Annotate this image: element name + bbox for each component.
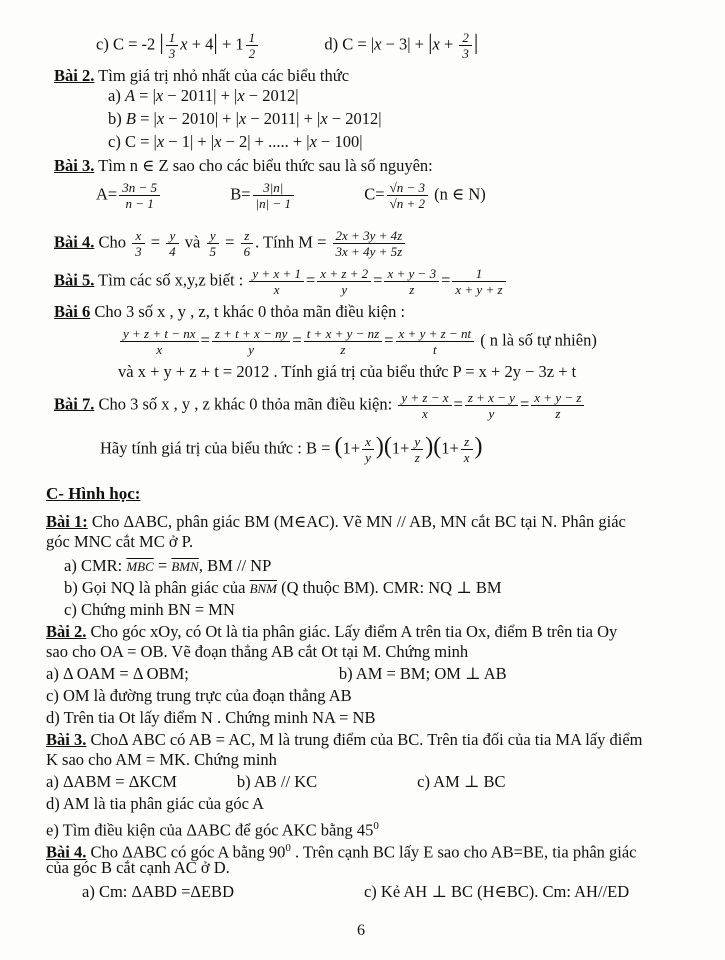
hh-bai1-a: a) CMR: $\overline{MBC} = \overline{BMN}$, BM // NP <box>64 556 272 575</box>
bai6-title: Bài 6 Cho 3 số x , y , z, t khác 0 thỏa mãn điều kiện : <box>54 302 406 321</box>
hh-bai1-l1: Bài 1: Cho ΔABC, phân giác BM (M∈AC). Vẽ MN // AB, MN cắt BC tại N. Phân giác <box>46 512 626 531</box>
hh-bai1-c: c) Chứng minh BN = MN <box>64 600 235 619</box>
bai2-b: b) B = |x − 2010| + |x − 2011| + |x − 2012| <box>108 109 382 128</box>
hh-bai4-ac: a) Cm: ΔABD =ΔEBD c) Kẻ AH ⊥ BC (H∈BC). Cm: AH//ED <box>82 882 630 901</box>
hh-bai2-ab: a) Δ OAM = Δ OBM; b) AM = BM; OM ⊥ AB <box>46 664 507 683</box>
bai2-c: c) C = |x − 1| + |x − 2| + ..... + |x − 100| <box>108 132 363 151</box>
bai6-req: và x + y + z + t = 2012 . Tính giá trị của biểu thức P = x + 2y − 3z + t <box>118 362 577 381</box>
page-number: 6 <box>357 922 365 939</box>
hh-bai3-l2: K sao cho AM = MK. Chứng minh <box>46 750 277 769</box>
hh-bai2-c: c) OM là đường trung trực của đoạn thẳng AB <box>46 686 352 705</box>
bai2-a: a) A = |x − 2011| + |x − 2012| <box>108 86 299 105</box>
hh-bai2-l1: Bài 2. Cho góc xOy, có Ot là tia phân giác. Lấy điểm A trên tia Ox, điểm B trên tia Oy <box>46 622 618 641</box>
hh-bai3-e: e) Tìm điều kiện của ΔABC để góc AKC bằng $45^0$ <box>46 820 379 840</box>
section-hinh-hoc: C- Hình học: <box>46 484 141 503</box>
hh-bai2-d: d) Trên tia Ot lấy điểm N . Chứng minh NA = NB <box>46 708 376 727</box>
bai2-title: Bài 2. Tìm giá trị nhỏ nhất của các biểu thức <box>54 66 350 85</box>
hh-bai2-l2: sao cho OA = OB. Vẽ đoạn thẳng AB cắt Ot tại M. Chứng minh <box>46 642 469 661</box>
bai5-title: Bài 5. Tìm các số x,y,z biết : $\frac{y + x + 1}{x}$ = $\frac{x + z + 2}{y}$ = $\frac{x + y - 3}{z}$ = $\frac{1}{x + y + z}$ <box>54 266 508 297</box>
bai6-cond: $\frac{y + z + t - nx}{x}$ = $\frac{z + t + x - ny}{y}$ = $\frac{t + x + y - nz}{z}$ = $\frac{x + y + z - nt}{t}$ ( n là số tự nhiên) <box>118 326 597 357</box>
hh-bai3-l1: Bài 3. ChoΔ ABC có AB = AC, M là trung điểm của BC. Trên tia đối của tia MA lấy điểm <box>46 730 643 749</box>
bai3-title: Bài 3. Tìm n ∈ Z sao cho các biểu thức sau là số nguyên: <box>54 156 433 175</box>
hh-bai4-l1: Bài 4. Cho ΔABC có góc A bằng $90^0$ . Trên cạnh BC lấy E sao cho AB=BE, tia phân giác <box>46 842 637 862</box>
hh-bai1-l2: góc MNC cắt MC ở P. <box>46 532 194 551</box>
hh-bai3-d: d) AM là tia phân giác của góc A <box>46 794 265 813</box>
line-bai1-cd: c) C = -2 | $\frac{1}{3}$ x + 4| + 1 $\frac{1}{2}$ d) C = |x − 3| + |x + $\frac{2}{3}$ | <box>96 29 479 61</box>
hh-bai1-b: b) Gọi NQ là phân giác của $\overline{BNM}$ (Q thuộc BM). CMR: NQ ⊥ BM <box>64 578 502 597</box>
hh-bai3-abc: a) ΔABM = ΔKCM b) AB // KC c) AM ⊥ BC <box>46 772 506 791</box>
bai7-title: Bài 7. Cho 3 số x , y , z khác 0 thỏa mãn điều kiện: $\frac{y + z - x}{x}$ = $\frac{z + x - y}{y}$ = $\frac{x + y - z}{z}$ <box>54 390 586 421</box>
hh-bai4-l2: của góc B cắt cạnh AC ở D. <box>46 858 230 877</box>
bai7-req: Hãy tính giá trị của biểu thức : B = (1+ $\frac{x}{y}$ )(1+ $\frac{y}{z}$ )(1+ $\frac{z}{x}$ ) <box>100 433 483 465</box>
bai3-exprs: A= $\frac{3n - 5}{n - 1}$ B= $\frac{3|n|}{|n| - 1}$ C= $\frac{√n - 3}{√n + 2}$ (n ∈ N) <box>96 180 486 211</box>
bai4-title: Bài 4. Cho $\frac{x}{3}$ = $\frac{y}{4}$ và $\frac{y}{5}$ = $\frac{z}{6}$ . Tính M = $\frac{2x + 3y + 4z}{3x + 4y + 5z}$ <box>54 228 407 259</box>
